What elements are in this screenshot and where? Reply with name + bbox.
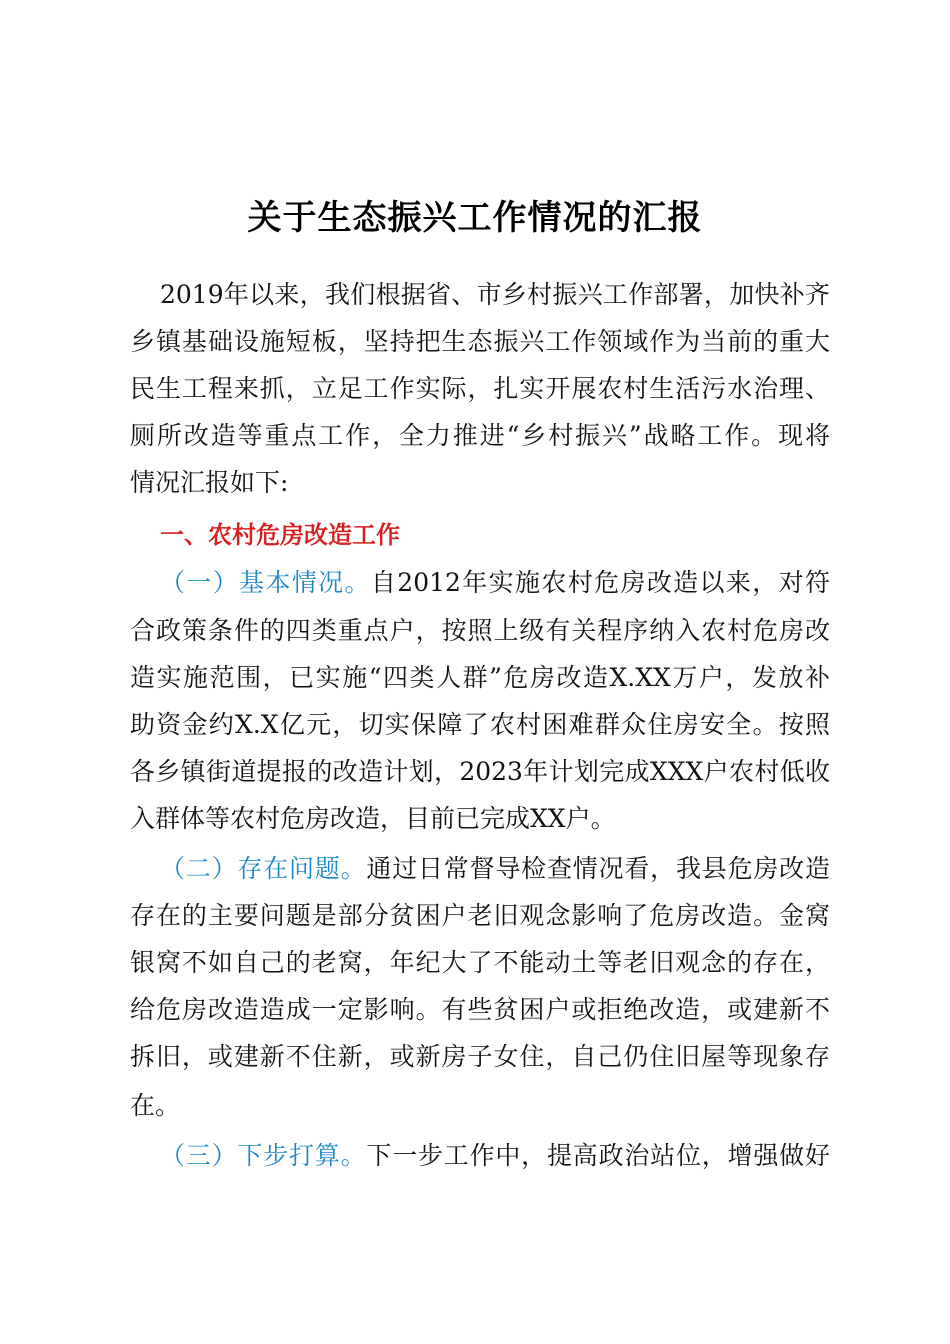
paragraph-line: 拆旧，或建新不住新，或新房子女住，自己仍住旧屋等现象存 (130, 1042, 830, 1071)
paragraph-line: 银窝不如自己的老窝，年纪大了不能动土等老旧观念的存在， (130, 948, 830, 977)
intro-line: 2019年以来，我们根据省、市乡村振兴工作部署，加快补齐 (160, 280, 830, 309)
paragraph-line: 各乡镇街道提报的改造计划，2023年计划完成XXX户农村低收 (130, 757, 830, 786)
intro-line: 乡镇基础设施短板，坚持把生态振兴工作领域作为当前的重大 (130, 327, 830, 356)
subsection-lead: （二）存在问题。 (160, 854, 367, 883)
paragraph-line: 在。 (130, 1091, 181, 1120)
section-heading: 一、农村危房改造工作 (160, 521, 400, 549)
subsection-first-line (160, 1133, 830, 1179)
subsection-text: 自2012年实施农村危房改造以来，对符 (370, 568, 830, 597)
intro-line: 厕所改造等重点工作，全力推进“乡村振兴”战略工作。现将 (130, 421, 830, 450)
paragraph-line: 入群体等农村危房改造，目前已完成XX户。 (130, 804, 616, 833)
document-title: 关于生态振兴工作情况的汇报 (247, 198, 703, 238)
paragraph-line: 合政策条件的四类重点户，按照上级有关程序纳入农村危房改 (130, 616, 830, 645)
paragraph-line: 给危房改造造成一定影响。有些贫困户或拒绝改造，或建新不 (130, 995, 830, 1024)
intro-line: 情况汇报如下: (130, 468, 289, 497)
paragraph-line: 造实施范围，已实施“四类人群”危房改造X.XX万户，发放补 (130, 663, 830, 692)
subsection-text: 下一步工作中，提高政治站位，增强做好 (366, 1141, 830, 1170)
subsection-first-line (160, 560, 830, 606)
subsection-lead: （一）基本情况。 (160, 568, 371, 597)
subsection-first-line (160, 846, 830, 892)
intro-line: 民生工程来抓，立足工作实际，扎实开展农村生活污水治理、 (130, 374, 830, 403)
subsection-text: 通过日常督导检查情况看，我县危房改造 (366, 854, 830, 883)
paragraph-line: 存在的主要问题是部分贫困户老旧观念影响了危房改造。金窝 (130, 901, 830, 930)
paragraph-line: 助资金约X.X亿元，切实保障了农村困难群众住房安全。按照 (130, 710, 830, 739)
subsection-lead: （三）下步打算。 (160, 1141, 367, 1170)
